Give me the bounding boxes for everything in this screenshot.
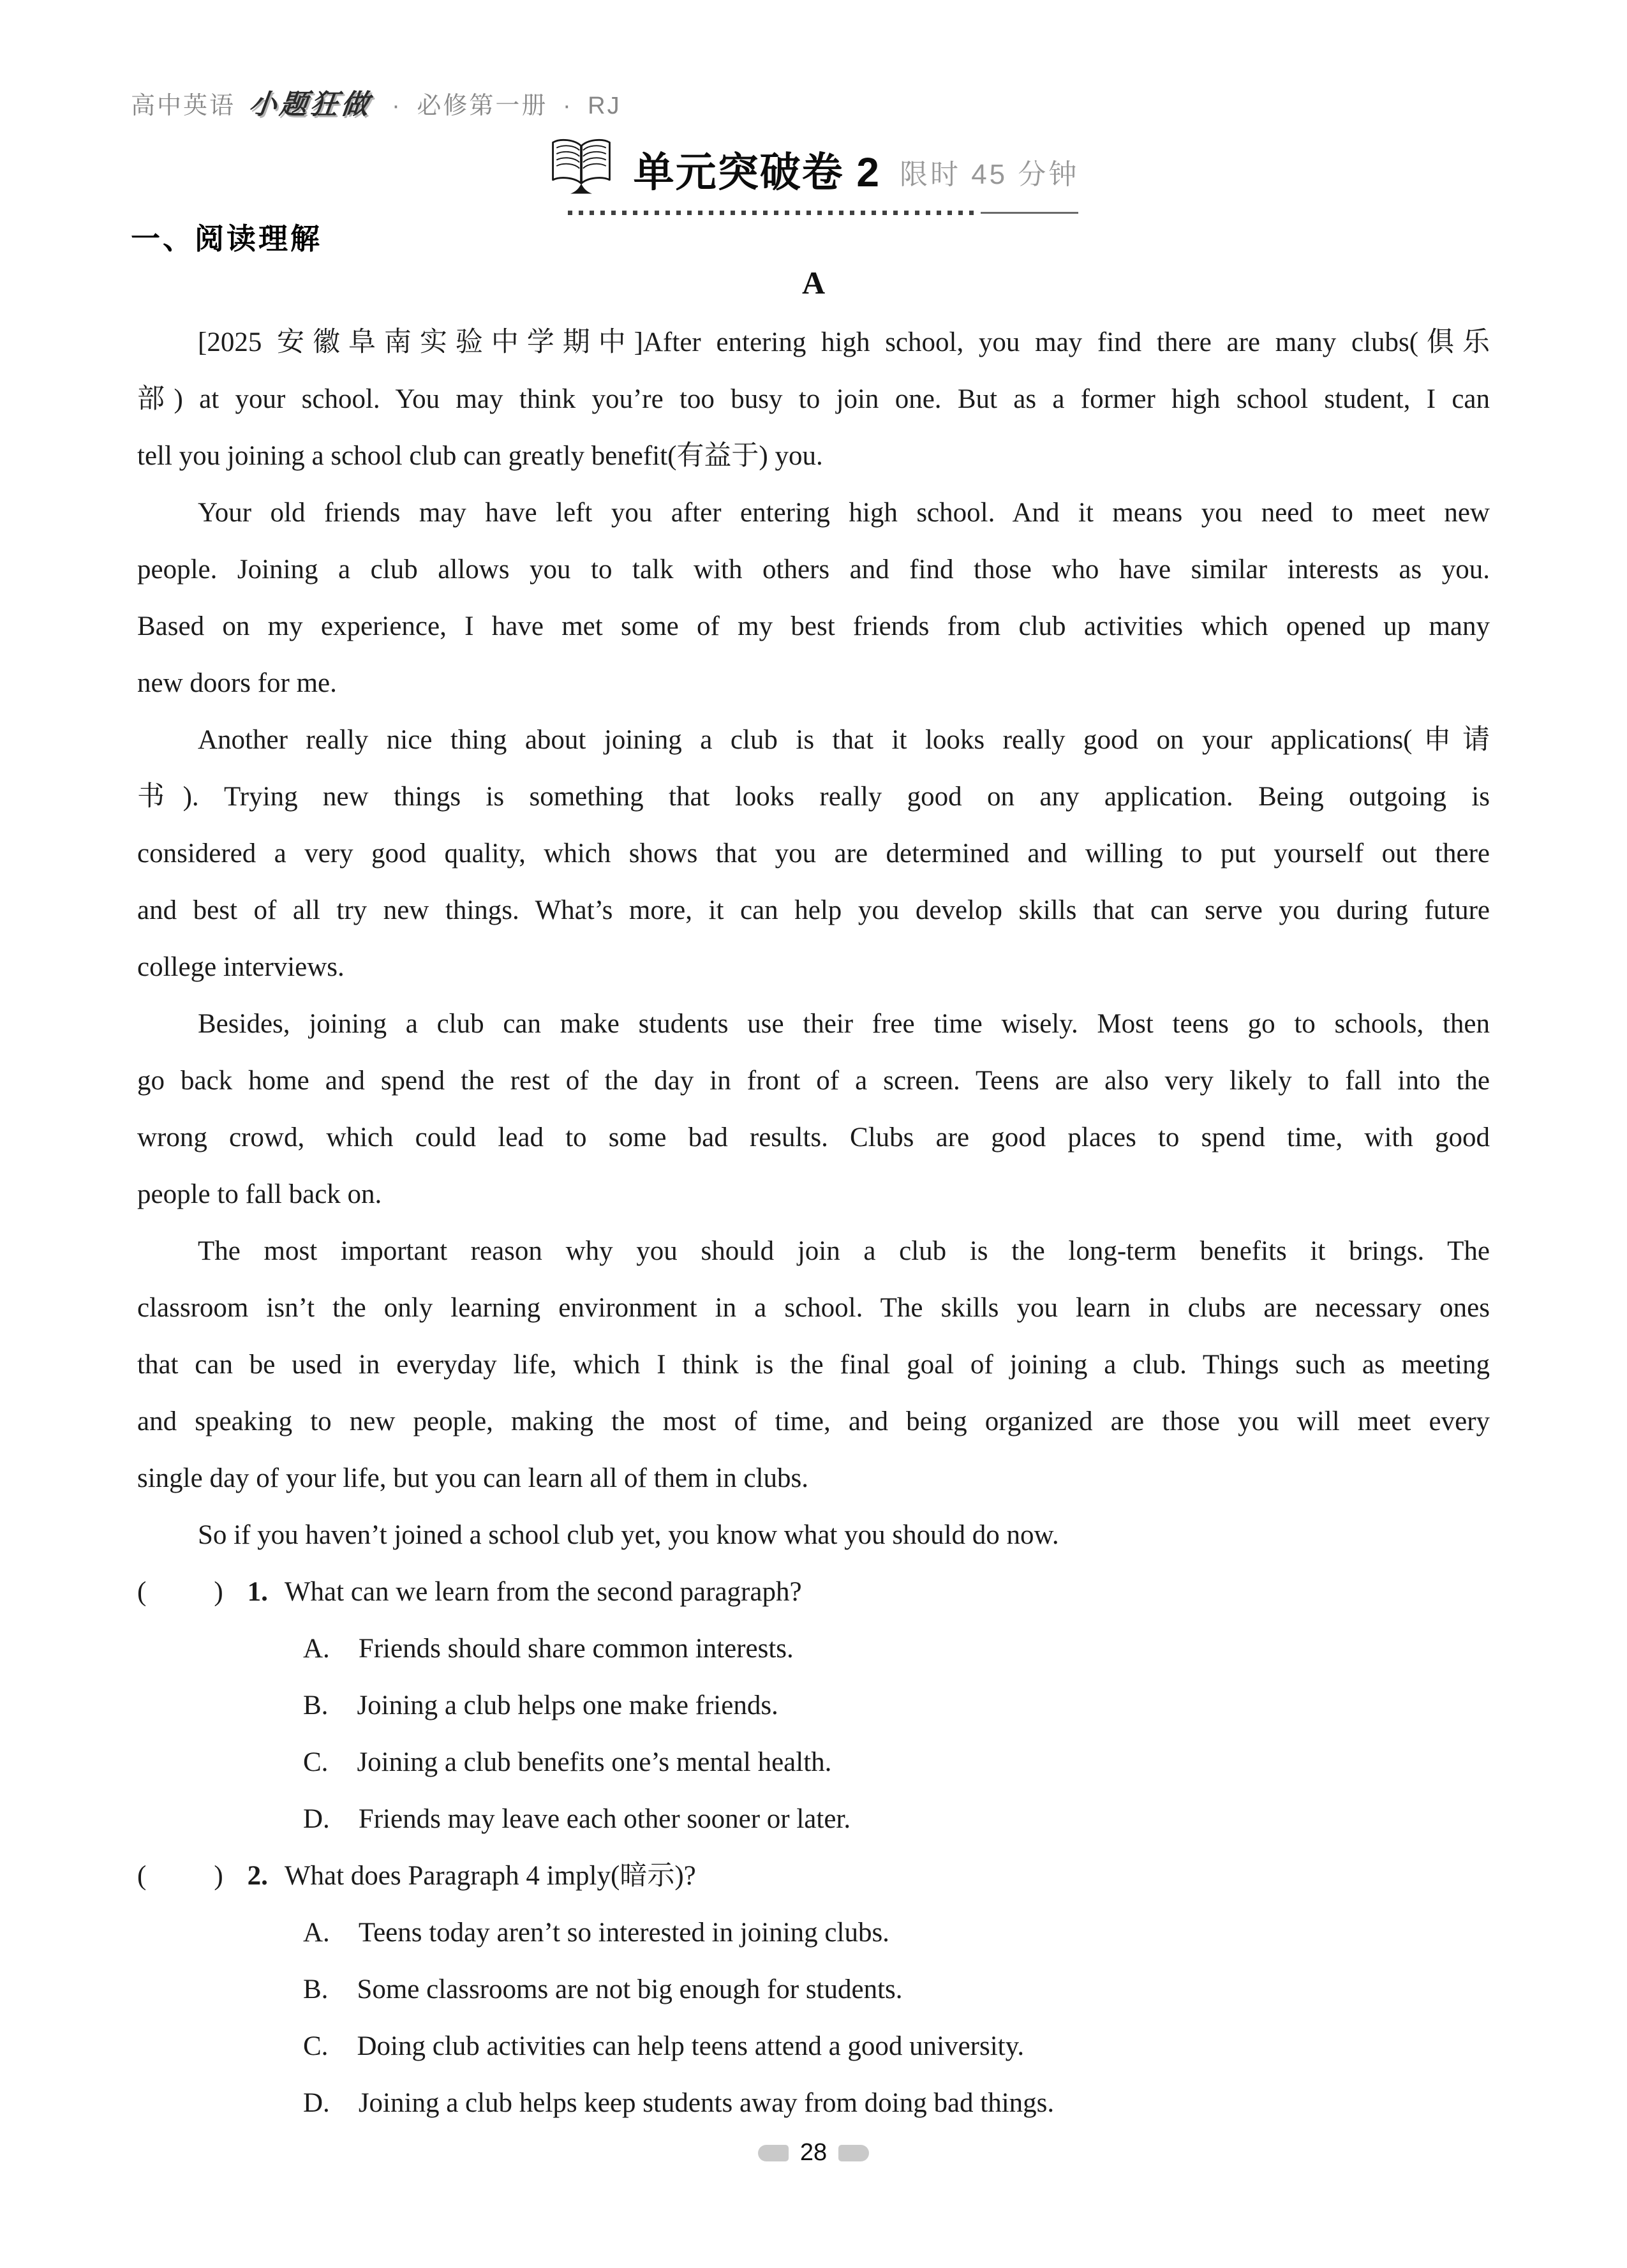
brand-logo: 小题狂做 (247, 89, 374, 120)
option-text: Joining a club helps one make friends. (357, 1690, 778, 1720)
passage-line: tell you joining a school club can greatly benefit(有益于) you. (137, 441, 823, 471)
option-label: C. (303, 2031, 329, 2061)
header-separator: · (392, 93, 402, 119)
passage-line: [2025 安徽阜南实验中学期中]After entering high school, you may find there are many clubs(俱乐 (198, 327, 1490, 357)
option-text: Doing club activities can help teens attend a good university. (357, 2031, 1025, 2061)
option-text: Friends may leave each other sooner or later. (358, 1804, 851, 1834)
option-text: Friends should share common interests. (358, 1634, 794, 1664)
question-stem: What can we learn from the second paragraph? (284, 1577, 802, 1607)
option-row (137, 1734, 1490, 1791)
option-label: A. (303, 1918, 330, 1948)
answer-bracket-close: ) (214, 1577, 223, 1607)
option-text: Some classrooms are not big enough for students. (357, 1974, 903, 2004)
answer-bracket-open: ( (137, 1861, 147, 1891)
passage-line: new doors for me. (137, 668, 337, 698)
passage-line: people. Joining a club allows you to talk with others and find those who have similar interests as you. (137, 555, 1490, 585)
passage-line: Based on my experience, I have met some of my best friends from club activities which opened up many (137, 611, 1490, 641)
option-text: Joining a club benefits one’s mental health. (357, 1747, 832, 1777)
option-label: A. (303, 1634, 330, 1664)
passage-line: Besides, joining a club can make students use their free time wisely. Most teens go to schools, then (198, 1009, 1490, 1039)
passage-line: single day of your life, but you can learn all of them in clubs. (137, 1463, 809, 1493)
passage-line: classroom isn’t the only learning environment in a school. The skills you learn in clubs are necessary ones (137, 1293, 1490, 1323)
question-row (137, 1847, 1490, 1904)
answer-bracket-close: ) (214, 1861, 223, 1891)
passage-line: and speaking to new people, making the most of time, and being organized are those you will meet every (137, 1406, 1490, 1436)
passage-line: wrong crowd, which could lead to some bad results. Clubs are good places to spend time, with good (137, 1123, 1490, 1153)
header-separator: · (562, 93, 573, 119)
option-label: C. (303, 1747, 329, 1777)
passage-line: go back home and spend the rest of the day in front of a screen. Teens are also very likely to fall into the (137, 1066, 1490, 1096)
option-label: D. (303, 2088, 330, 2118)
passage-line: and best of all try new things. What’s more, it can help you develop skills that can serve you during future (137, 895, 1490, 925)
option-label: B. (303, 1690, 329, 1720)
option-text: Teens today aren’t so interested in joining clubs. (358, 1918, 889, 1948)
title-block (0, 135, 1627, 198)
reading-passage (137, 314, 1490, 2131)
passage-line: people to fall back on. (137, 1179, 382, 1209)
unit-test-title: 单元突破卷 2 (633, 149, 880, 195)
page-footer (0, 2139, 1627, 2167)
question-number: 2. (247, 1861, 268, 1891)
option-text: Joining a club helps keep students away from doing bad things. (358, 2088, 1055, 2118)
passage-line: The most important reason why you should join a club is the long-term benefits it brings. The (198, 1236, 1490, 1266)
passage-line: Another really nice thing about joining a club is that it looks really good on your applications(申请 (198, 725, 1490, 755)
time-limit-label: 限时 45 分钟 (899, 159, 1080, 190)
passage-label: A (801, 265, 826, 301)
passage-line: considered a very good quality, which shows that you are determined and willing to put yourself out there (137, 839, 1490, 869)
option-row (137, 1961, 1490, 2018)
option-row (137, 2018, 1490, 2075)
dotted-divider (568, 211, 979, 215)
question-stem: What does Paragraph 4 imply(暗示)? (284, 1861, 696, 1891)
option-row (137, 1904, 1490, 1961)
page-number: 28 (799, 2139, 828, 2166)
passage-line: 部) at your school. You may think you’re too busy to join one. But as a former high school student, I can (137, 384, 1490, 414)
volume-label: 必修第一册 (417, 93, 548, 119)
answer-bracket-open: ( (137, 1577, 147, 1607)
option-row (137, 1677, 1490, 1734)
option-row (137, 1791, 1490, 1847)
passage-line: So if you haven’t joined a school club yet, you know what you should do now. (198, 1520, 1059, 1550)
passage-line: that can be used in everyday life, which I think is the final goal of joining a club. Things such as meeting (137, 1350, 1490, 1380)
option-label: B. (303, 1974, 329, 2004)
edition-label: RJ (588, 93, 621, 119)
page-header (131, 83, 621, 122)
section-heading: 一、阅读理解 (131, 222, 322, 255)
question-row (137, 1563, 1490, 1620)
option-row (137, 2075, 1490, 2131)
footer-pill-left (758, 2145, 789, 2161)
passage-line: 书). Trying new things is something that looks really good on any application. Being outgoing is (137, 782, 1490, 812)
question-number: 1. (247, 1577, 268, 1607)
option-label: D. (303, 1804, 330, 1834)
divider-underline (981, 212, 1078, 214)
option-row (137, 1620, 1490, 1677)
course-label: 高中英语 (131, 93, 236, 119)
passage-line: Your old friends may have left you after entering high school. And it means you need to meet new (198, 498, 1490, 528)
passage-line: college interviews. (137, 952, 345, 982)
footer-pill-right (838, 2145, 869, 2161)
open-book-icon (548, 135, 614, 198)
